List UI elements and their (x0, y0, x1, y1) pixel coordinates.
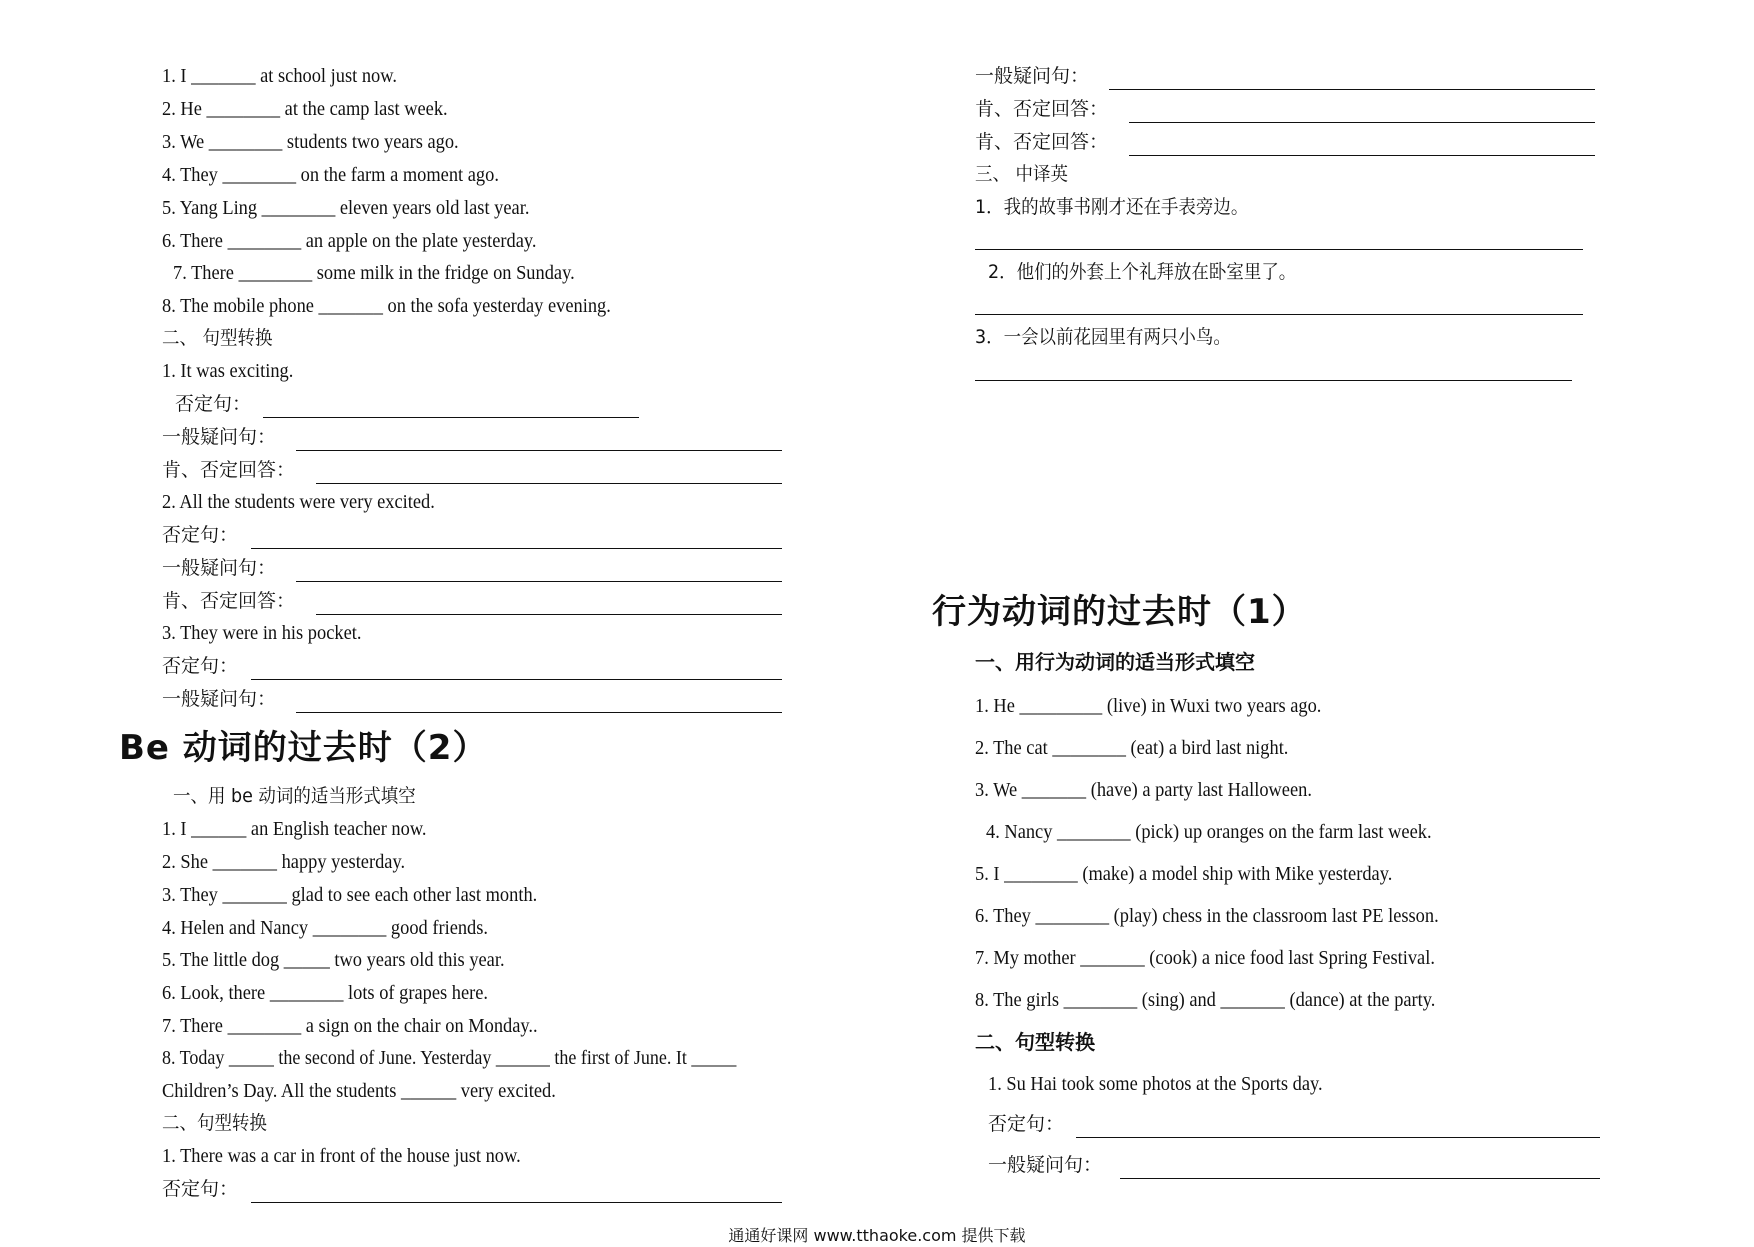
answer-blank[interactable] (1076, 1137, 1600, 1138)
reply-label: 肯、否定回答： (975, 98, 1109, 120)
translation-prompt: 3．一会以前花园里有两只小鸟。 (975, 326, 1231, 348)
exercise-line: 5. Yang Ling ________ eleven years old last year. (162, 197, 530, 219)
negative-label: 否定句： (175, 393, 252, 415)
negative-answer-line (162, 1175, 782, 1205)
question-label: 一般疑问句： (975, 65, 1090, 87)
question-answer-line (162, 423, 782, 453)
reply-answer-line (162, 587, 782, 617)
exercise-line: 4. Nancy ________ (pick) up oranges on the farm last week. (986, 821, 1432, 843)
negative-answer-line (175, 390, 640, 420)
question-label: 一般疑问句： (162, 557, 277, 579)
section-heading: 三、 中译英 (975, 163, 1068, 185)
question-label: 一般疑问句： (162, 688, 277, 710)
exercise-line: 8. The mobile phone _______ on the sofa yesterday evening. (162, 295, 611, 317)
section-subheading: 一、用 be 动词的适当形式填空 (173, 785, 416, 807)
conversion-sentence: 1. It was exciting. (162, 360, 294, 382)
translation-prompt: 1．我的故事书刚才还在手表旁边。 (975, 196, 1249, 218)
reply-label: 肯、否定回答： (162, 590, 296, 612)
exercise-line: 4. They ________ on the farm a moment ago. (162, 164, 499, 186)
answer-blank[interactable] (316, 483, 782, 484)
question-answer-line (975, 62, 1595, 92)
conversion-sentence: 2. All the students were very excited. (162, 491, 435, 513)
question-answer-line (162, 554, 782, 584)
section-title: Be 动词的过去时（2） (119, 728, 488, 768)
exercise-line: 4. Helen and Nancy ________ good friends. (162, 917, 489, 939)
answer-blank[interactable] (975, 380, 1572, 381)
negative-answer-line (162, 521, 782, 551)
exercise-line: 6. They ________ (play) chess in the classroom last PE lesson. (975, 905, 1439, 927)
exercise-line: 5. The little dog _____ two years old this year. (162, 949, 505, 971)
exercise-line: 3. We ________ students two years ago. (162, 131, 459, 153)
section-heading: 二、句型转换 (162, 1112, 267, 1134)
negative-label: 否定句： (162, 655, 239, 677)
answer-blank[interactable] (251, 1202, 782, 1203)
exercise-line: 8. The girls ________ (sing) and _______ (dance) at the party. (975, 989, 1436, 1011)
reply-label: 肯、否定回答： (162, 459, 296, 481)
exercise-line: 2. The cat ________ (eat) a bird last night. (975, 737, 1289, 759)
answer-blank[interactable] (975, 249, 1583, 250)
exercise-line: 1. I ______ an English teacher now. (162, 818, 427, 840)
answer-blank[interactable] (1129, 155, 1595, 156)
exercise-line: 7. There ________ a sign on the chair on Monday.. (162, 1015, 538, 1037)
negative-label: 否定句： (988, 1113, 1065, 1135)
exercise-line: 8. Today _____ the second of June. Yesterday ______ the first of June. It _____ (162, 1047, 737, 1069)
question-label: 一般疑问句： (162, 426, 277, 448)
section-title: 行为动词的过去时（1） (932, 592, 1307, 632)
reply-answer-line (162, 456, 782, 486)
reply-answer-line (975, 128, 1595, 158)
question-answer-line (988, 1151, 1600, 1181)
answer-blank[interactable] (1120, 1178, 1600, 1179)
conversion-sentence: 1. There was a car in front of the house just now. (162, 1145, 521, 1167)
answer-blank[interactable] (296, 712, 782, 713)
reply-answer-line (975, 95, 1595, 125)
answer-blank[interactable] (975, 314, 1583, 315)
exercise-line: 2. She _______ happy yesterday. (162, 851, 406, 873)
question-answer-line (162, 685, 782, 715)
exercise-line-continued: Children’s Day. All the students ______ very excited. (162, 1080, 556, 1102)
exercise-line: 7. My mother _______ (cook) a nice food last Spring Festival. (975, 947, 1435, 969)
section-heading: 二、句型转换 (975, 1030, 1095, 1054)
exercise-line: 6. There ________ an apple on the plate yesterday. (162, 230, 537, 252)
answer-blank[interactable] (296, 581, 782, 582)
answer-blank[interactable] (263, 417, 639, 418)
exercise-line: 7. There ________ some milk in the fridge on Sunday. (173, 262, 575, 284)
conversion-sentence: 1. Su Hai took some photos at the Sports day. (988, 1073, 1323, 1095)
answer-blank[interactable] (1129, 122, 1595, 123)
question-label: 一般疑问句： (988, 1154, 1103, 1176)
exercise-line: 3. We _______ (have) a party last Halloween. (975, 779, 1312, 801)
exercise-line: 1. I _______ at school just now. (162, 65, 397, 87)
translation-prompt: 2．他们的外套上个礼拜放在卧室里了。 (988, 261, 1297, 283)
exercise-line: 6. Look, there ________ lots of grapes here. (162, 982, 489, 1004)
answer-blank[interactable] (316, 614, 782, 615)
negative-label: 否定句： (162, 524, 239, 546)
exercise-line: 3. They _______ glad to see each other last month. (162, 884, 538, 906)
exercise-line: 2. He ________ at the camp last week. (162, 98, 448, 120)
answer-blank[interactable] (251, 679, 782, 680)
conversion-sentence: 3. They were in his pocket. (162, 622, 362, 644)
negative-answer-line (162, 652, 782, 682)
answer-blank[interactable] (1109, 89, 1595, 90)
answer-blank[interactable] (251, 548, 782, 549)
negative-answer-line (988, 1110, 1600, 1140)
section-subheading: 一、用行为动词的适当形式填空 (975, 650, 1255, 674)
exercise-line: 5. I ________ (make) a model ship with Mike yesterday. (975, 863, 1393, 885)
reply-label: 肯、否定回答： (975, 131, 1109, 153)
answer-blank[interactable] (296, 450, 782, 451)
exercise-line: 1. He _________ (live) in Wuxi two years ago. (975, 695, 1322, 717)
section-heading: 二、 句型转换 (162, 327, 273, 349)
footer-credit: 通通好课网 www.tthaoke.com 提供下载 (728, 1226, 1026, 1245)
negative-label: 否定句： (162, 1178, 239, 1200)
